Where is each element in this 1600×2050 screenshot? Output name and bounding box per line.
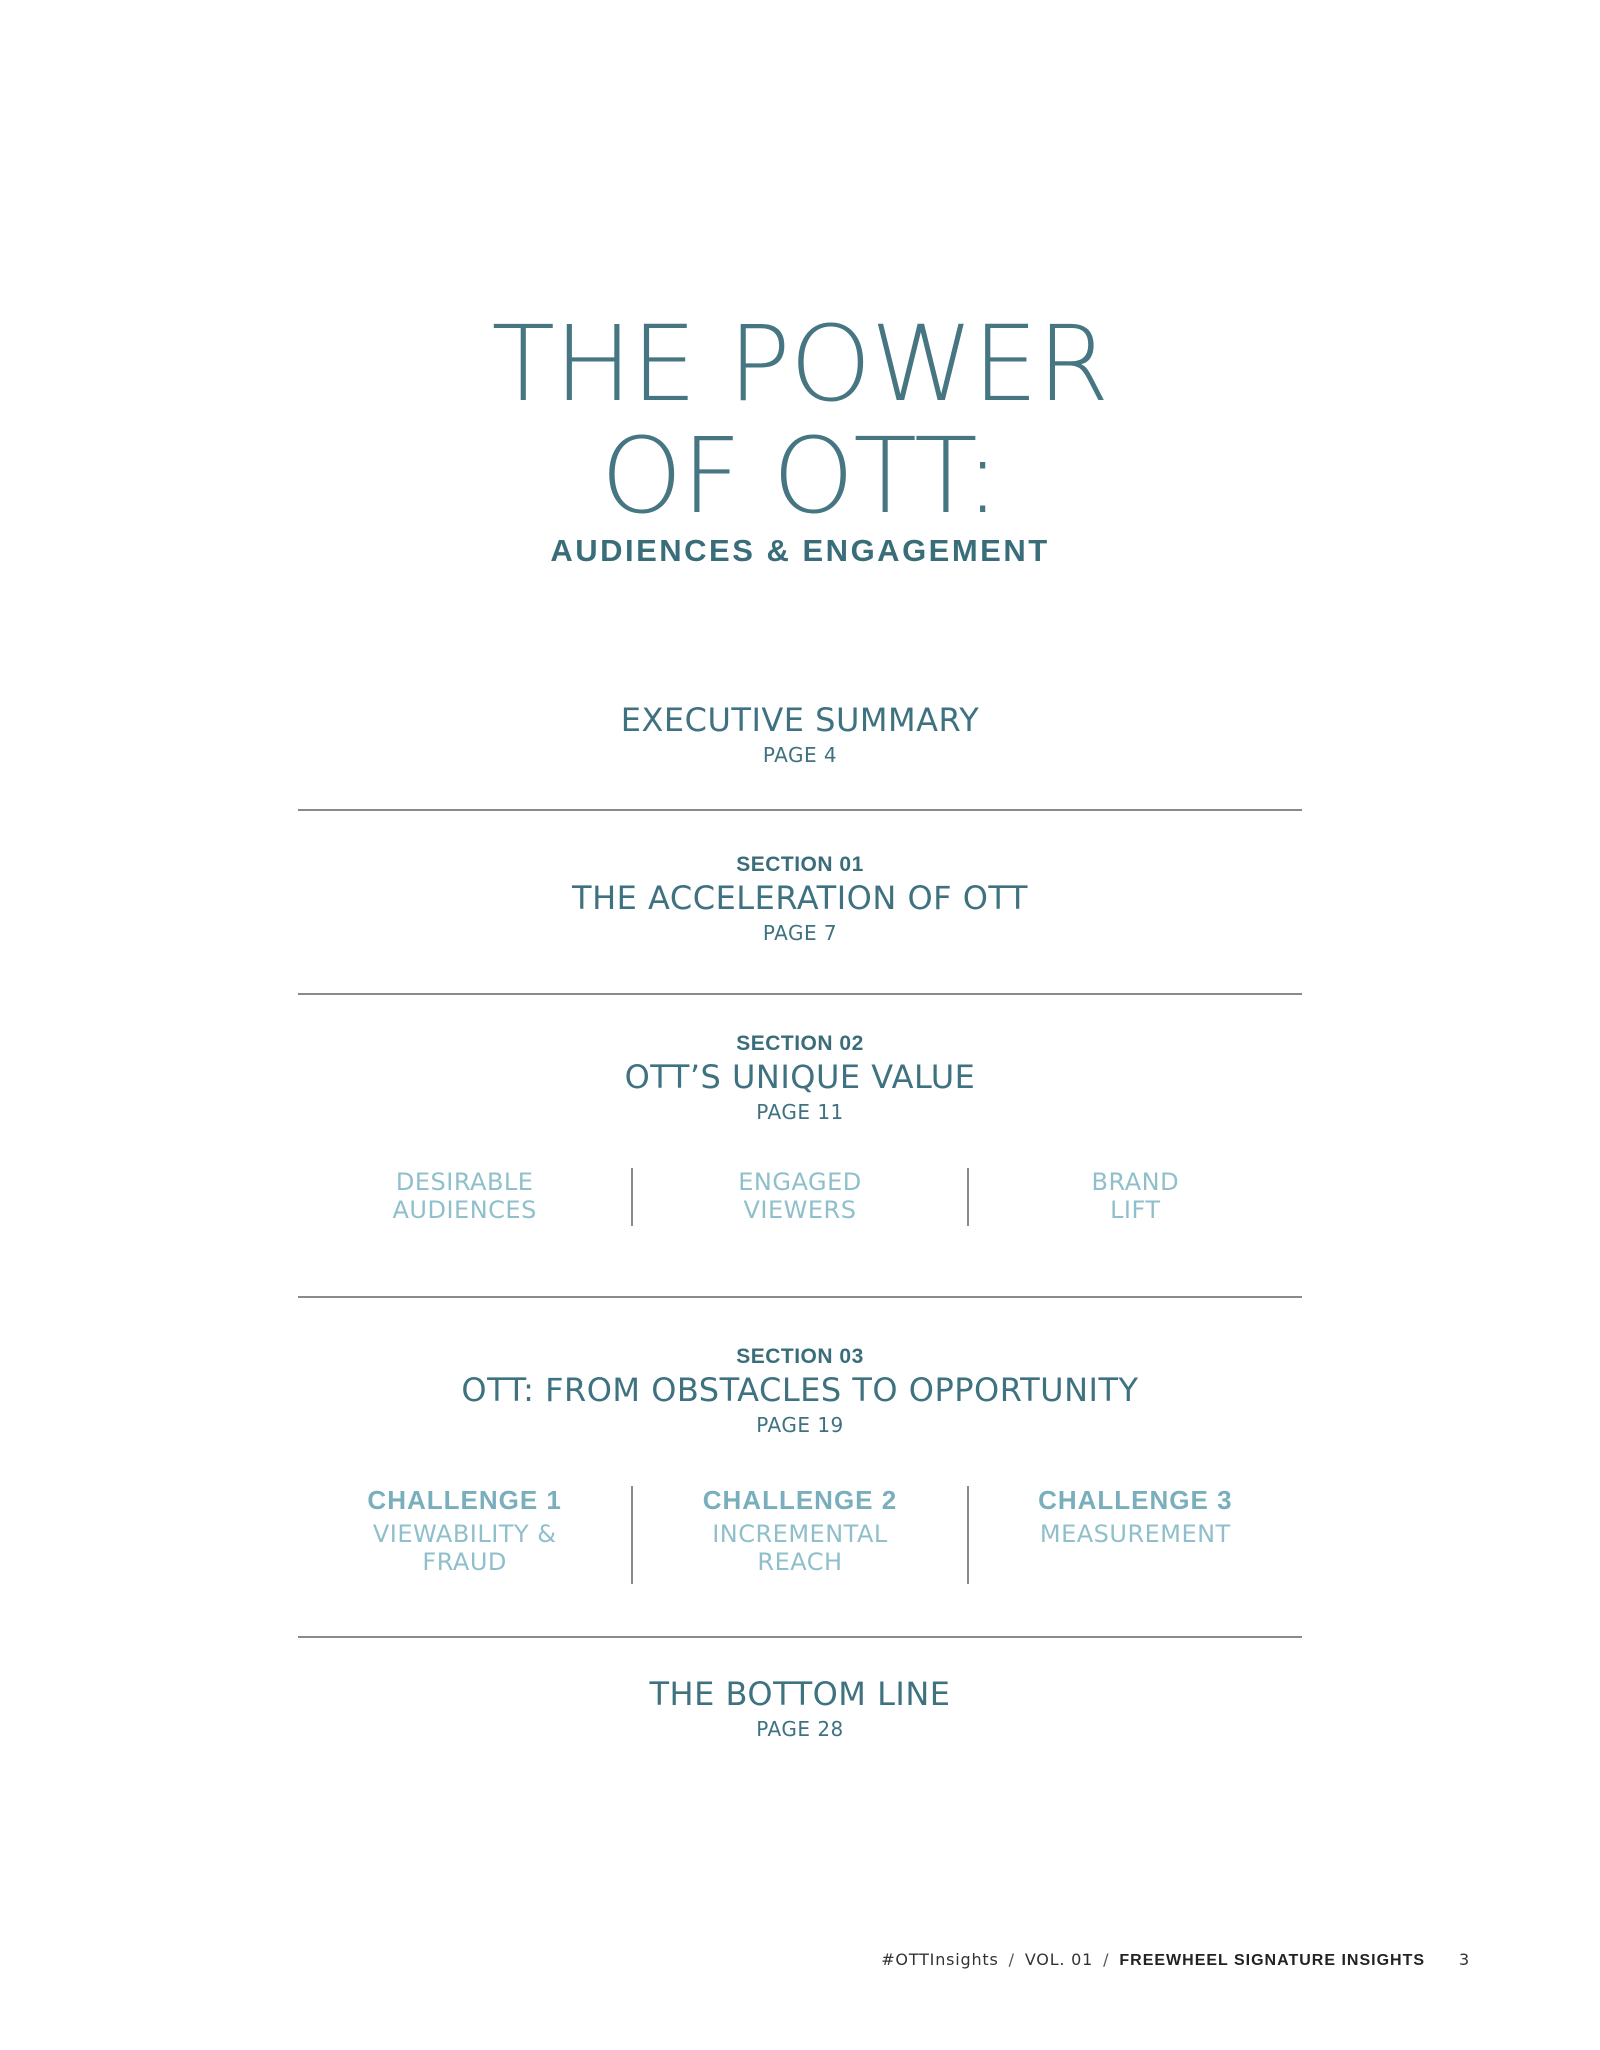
footer-brand: FREEWHEEL SIGNATURE INSIGHTS: [1119, 1952, 1426, 1969]
toc-section-label: SECTION 02: [736, 1032, 864, 1055]
divider-rule: [298, 809, 1302, 811]
toc-bottom-line[interactable]: [0, 1674, 1600, 1744]
page-footer: [881, 1950, 1470, 1970]
subtopic-line: VIEWERS: [743, 1196, 857, 1224]
subtopic-line: INCREMENTAL: [712, 1520, 888, 1548]
document-title: [0, 303, 1600, 537]
subtopic-desirable-audiences[interactable]: [298, 1168, 631, 1226]
divider-rule: [298, 1636, 1302, 1638]
toc-section-03[interactable]: [0, 1344, 1600, 1440]
toc-entry-title: OTT: FROM OBSTACLES TO OPPORTUNITY: [461, 1371, 1139, 1409]
subtopic-line: ENGAGED: [738, 1168, 862, 1196]
subtopic-brand-lift[interactable]: [969, 1168, 1302, 1226]
document-subtitle: AUDIENCES & ENGAGEMENT: [550, 533, 1050, 568]
subtopic-challenge-1[interactable]: [298, 1486, 631, 1584]
subtopic-challenge-2[interactable]: [633, 1486, 966, 1584]
subtopic-line: FRAUD: [422, 1548, 507, 1576]
challenge-heading: CHALLENGE 2: [702, 1485, 898, 1515]
subtopic-line: DESIRABLE: [395, 1168, 534, 1196]
toc-section-01[interactable]: [0, 852, 1600, 948]
toc-entry-title: EXECUTIVE SUMMARY: [620, 701, 980, 739]
toc-section-label: SECTION 03: [736, 1345, 864, 1368]
toc-entry-page: PAGE 7: [762, 921, 838, 945]
subtopic-line: LIFT: [1110, 1196, 1161, 1224]
toc-entry-page: PAGE 4: [762, 743, 838, 767]
toc-section-label: SECTION 01: [736, 853, 864, 876]
toc-executive-summary[interactable]: [0, 700, 1600, 770]
toc-entry-page: PAGE 19: [756, 1413, 844, 1437]
footer-volume: VOL. 01: [1024, 1950, 1094, 1969]
subtopic-line: AUDIENCES: [392, 1196, 537, 1224]
footer-hashtag: #OTTInsights: [881, 1950, 999, 1969]
subtopic-line: BRAND: [1091, 1168, 1180, 1196]
subtopic-challenge-3[interactable]: [969, 1486, 1302, 1584]
challenge-heading: CHALLENGE 3: [1038, 1485, 1233, 1515]
subtopic-line: VIEWABILITY &: [372, 1520, 557, 1548]
footer-separator: /: [1103, 1950, 1110, 1969]
subtopic-engaged-viewers[interactable]: [633, 1168, 966, 1226]
title-line-2: OF OTT:: [600, 415, 1000, 537]
divider-rule: [298, 1296, 1302, 1298]
toc-entry-title: OTT’S UNIQUE VALUE: [624, 1058, 976, 1096]
title-line-1: THE POWER: [491, 303, 1109, 425]
toc-entry-title: THE ACCELERATION OF OTT: [572, 879, 1028, 917]
toc-entry-page: PAGE 11: [756, 1100, 844, 1124]
toc-section-02[interactable]: [0, 1031, 1600, 1127]
section-03-subtopics: [298, 1486, 1302, 1584]
subtopic-line: REACH: [757, 1548, 843, 1576]
section-02-subtopics: [298, 1168, 1302, 1226]
toc-entry-title: THE BOTTOM LINE: [649, 1675, 951, 1713]
subtopic-line: MEASUREMENT: [1039, 1520, 1231, 1548]
toc-entry-page: PAGE 28: [756, 1717, 844, 1741]
footer-separator: /: [1008, 1950, 1015, 1969]
divider-rule: [298, 993, 1302, 995]
challenge-heading: CHALLENGE 1: [367, 1485, 562, 1515]
footer-page-number: 3: [1459, 1950, 1470, 1969]
